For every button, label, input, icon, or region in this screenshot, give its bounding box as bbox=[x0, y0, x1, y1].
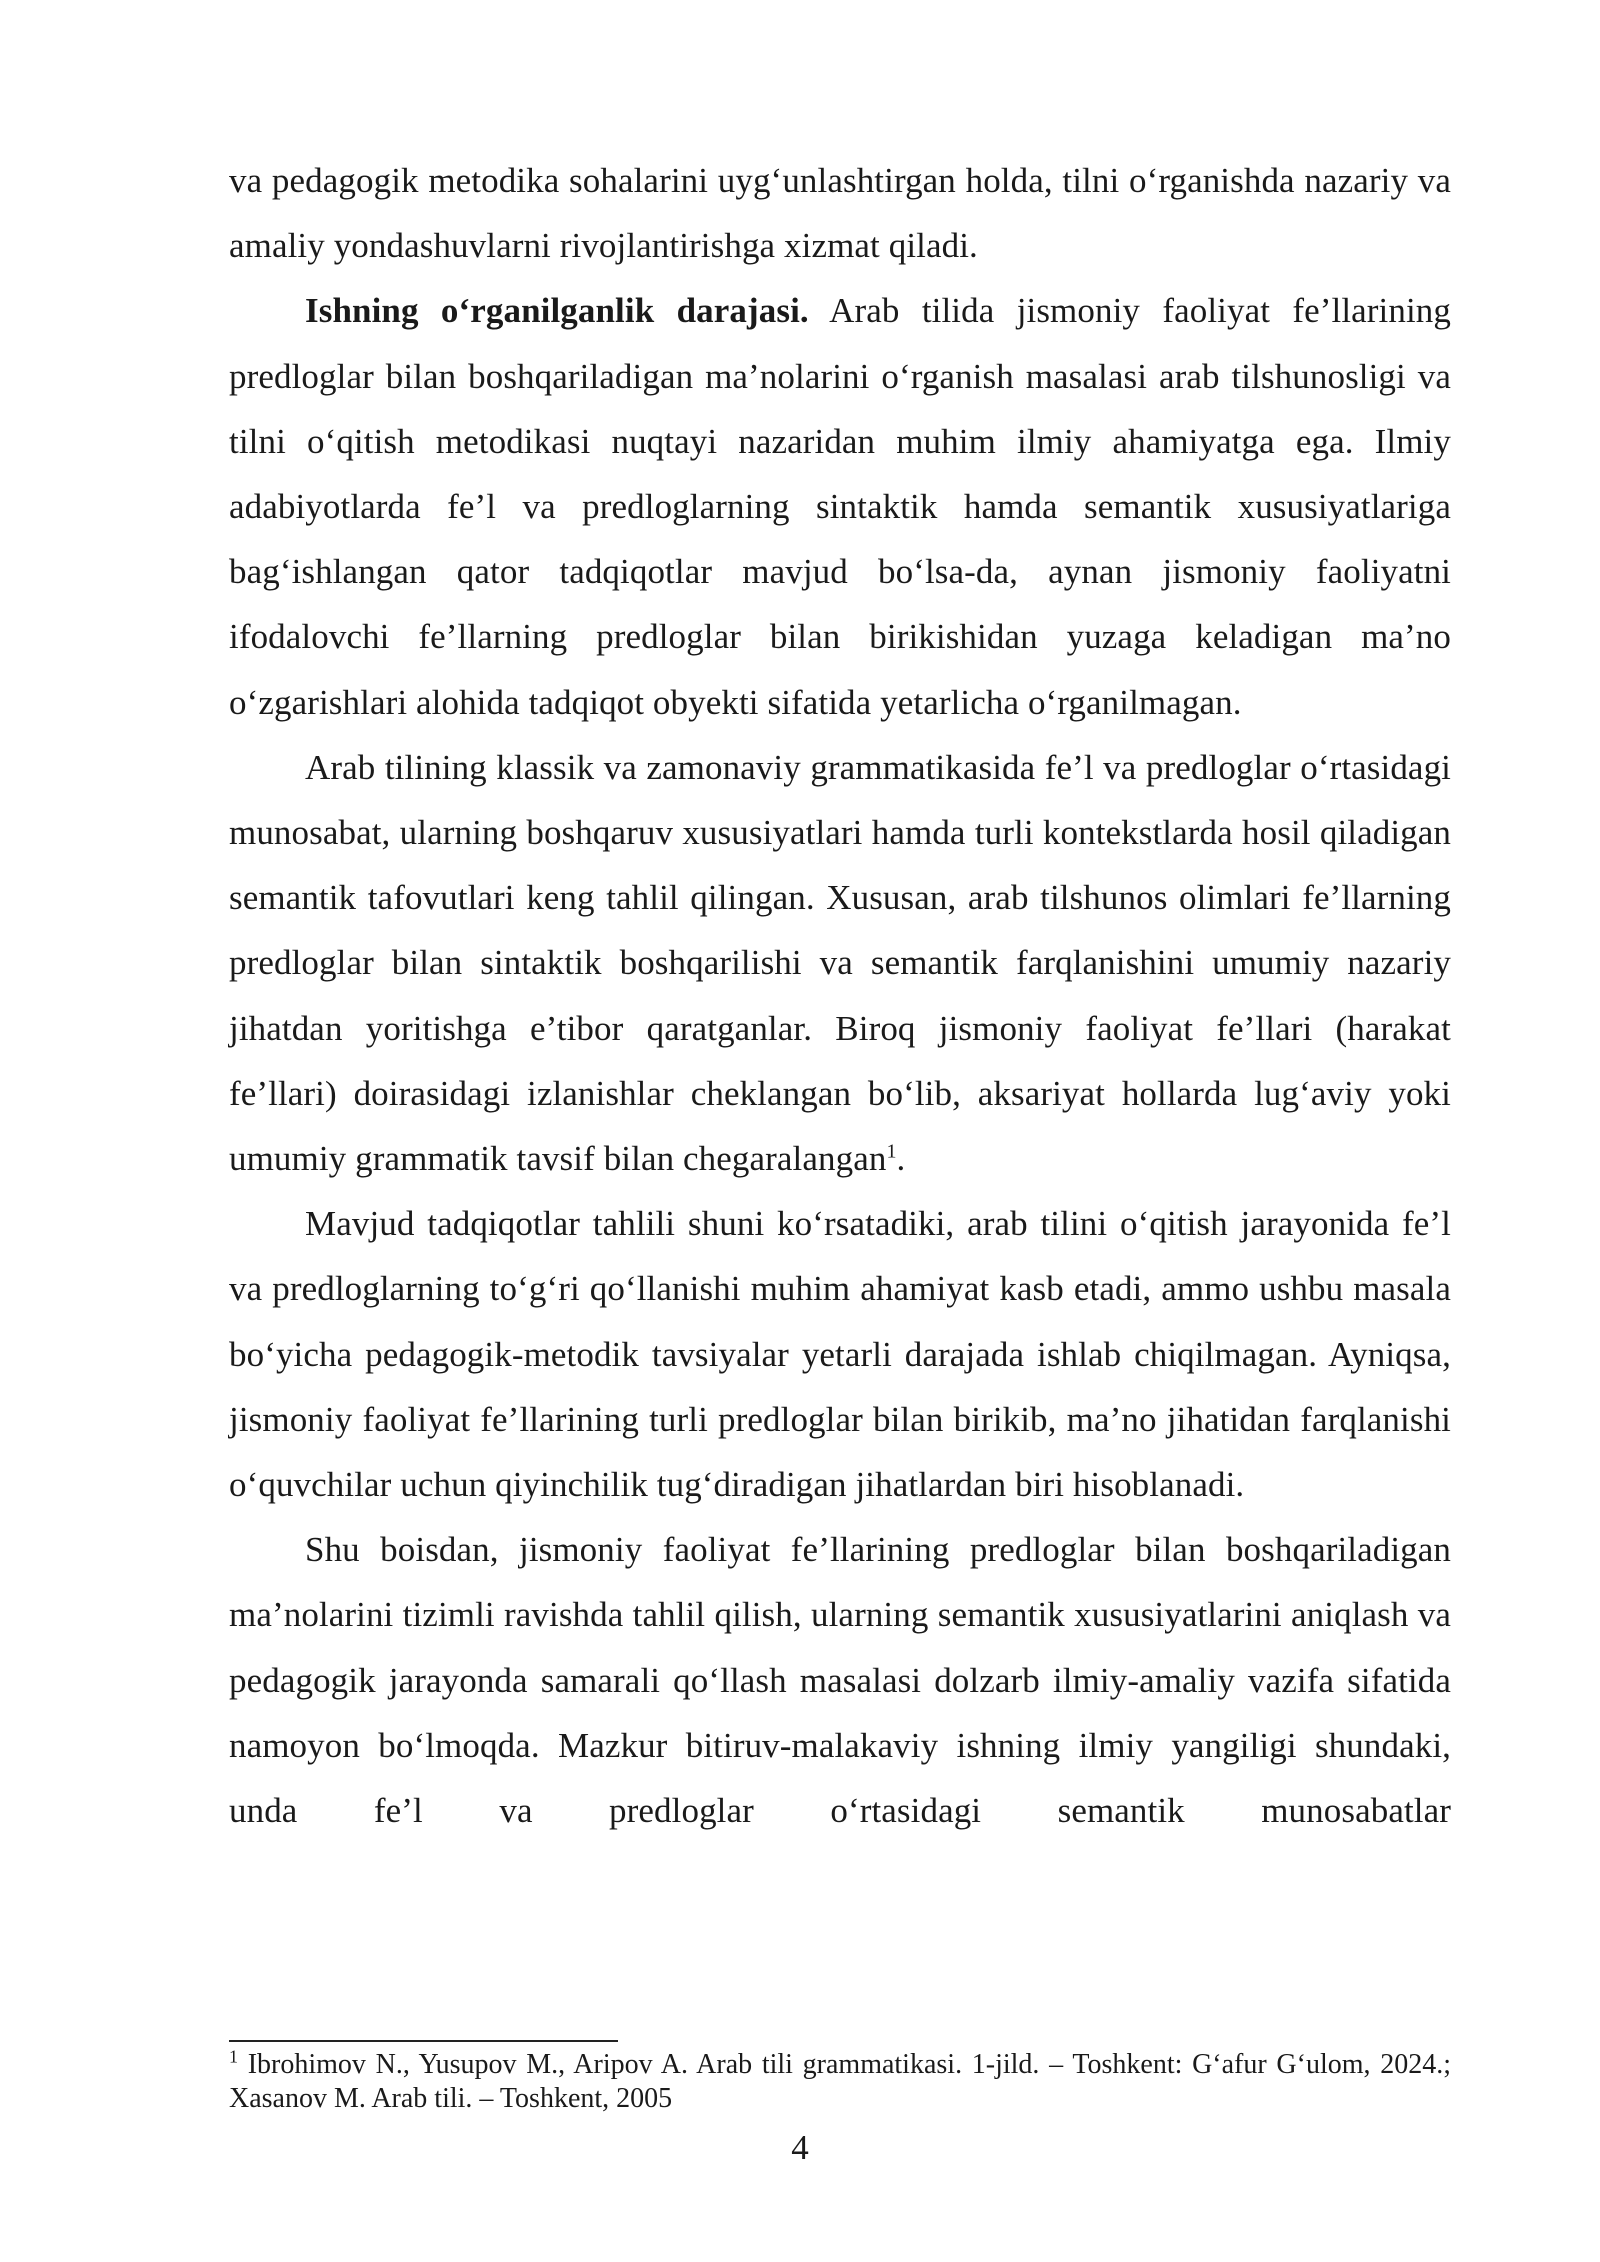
paragraph-1-text: va pedagogik metodika sohalarini uyg‘unlashtirgan holda, tilni o‘rganishda nazariy va amaliy yondashuvlarni rivojlantirishga xizmat qiladi. bbox=[229, 161, 1451, 266]
footnote-marker: 1 bbox=[229, 2046, 238, 2067]
section-heading-inline: Ishning o‘rganilganlik darajasi. bbox=[305, 291, 809, 331]
footnote-separator bbox=[229, 2040, 618, 2042]
paragraph-3-tail: . bbox=[896, 1139, 906, 1179]
paragraph-4 bbox=[229, 1191, 1451, 1517]
paragraph-1 bbox=[229, 148, 1451, 278]
paragraph-3 bbox=[229, 735, 1451, 1191]
paragraph-2 bbox=[229, 278, 1451, 734]
paragraph-5-text: Shu boisdan, jismoniy faoliyat fe’llarining predloglar bilan boshqariladigan ma’nolarini tizimli ravishda tahlil qilish, ularning semantik xususiyatlarini aniqlash va pedagogik jarayonda samarali qo‘llash masalasi dolzarb ilmiy-amaliy vazifa sifatida namoyon bo‘lmoqda. Mazkur bitiruv-malakaviy ishning ilmiy yangiligi shundaki, unda fe’l va predloglar o‘rtasidagi semantik munosabatlar bbox=[229, 1530, 1451, 1831]
page-number: 4 bbox=[791, 2128, 809, 2167]
page-body bbox=[229, 148, 1451, 1843]
paragraph-3-text: Arab tilining klassik va zamonaviy grammatikasida fe’l va predloglar o‘rtasidagi munosabat, ularning boshqaruv xususiyatlari hamda turli kontekstlarda hosil qiladigan semantik tafovutlari keng tahlil qilingan. Xususan, arab tilshunos olimlari fe’llarning predloglar bilan sintaktik boshqarilishi va semantik farqlanishini umumiy nazariy jihatdan yoritishga e’tibor qaratganlar. Biroq jismoniy faoliyat fe’llari (harakat fe’llari) doirasidagi izlanishlar cheklangan bo‘lib, aksariyat hollarda lug‘aviy yoki umumiy grammatik tavsif bilan chegaralangan bbox=[229, 747, 1451, 1179]
footnote bbox=[229, 2048, 1451, 2116]
paragraph-2-text: Arab tilida jismoniy faoliyat fe’llarining predloglar bilan boshqariladigan ma’nolarini o‘rganish masalasi arab tilshunosligi va tilni o‘qitish metodikasi nuqtayi nazaridan muhim ilmiy ahamiyatga ega. Ilmiy adabiyotlarda fe’l va predloglarning sintaktik hamda semantik xususiyatlariga bag‘ishlangan qator tadqiqotlar mavjud bo‘lsa-da, aynan jismoniy faoliyatni ifodalovchi fe’llarning predloglar bilan birikishidan yuzaga keladigan ma’no o‘zgarishlari alohida tadqiqot obyekti sifatida yetarlicha o‘rganilmagan. bbox=[229, 291, 1451, 722]
footnote-text: Ibrohimov N., Yusupov M., Aripov A. Arab tili grammatikasi. 1-jild. – Toshkent: G‘afur G‘ulom, 2024.; Xasanov M. Arab tili. – Toshkent, 2005 bbox=[229, 2049, 1451, 2114]
footnote-reference: 1 bbox=[886, 1140, 897, 1163]
paragraph-5 bbox=[229, 1517, 1451, 1843]
paragraph-4-text: Mavjud tadqiqotlar tahlili shuni ko‘rsatadiki, arab tilini o‘qitish jarayonida fe’l va predloglarning to‘g‘ri qo‘llanishi muhim ahamiyat kasb etadi, ammo ushbu masala bo‘yicha pedagogik-metodik tavsiyalar yetarli darajada ishlab chiqilmagan. Ayniqsa, jismoniy faoliyat fe’llarining turli predloglar bilan birikib, ma’no jihatidan farqlanishi o‘quvchilar uchun qiyinchilik tug‘diradigan jihatlardan biri hisoblanadi. bbox=[229, 1204, 1451, 1505]
